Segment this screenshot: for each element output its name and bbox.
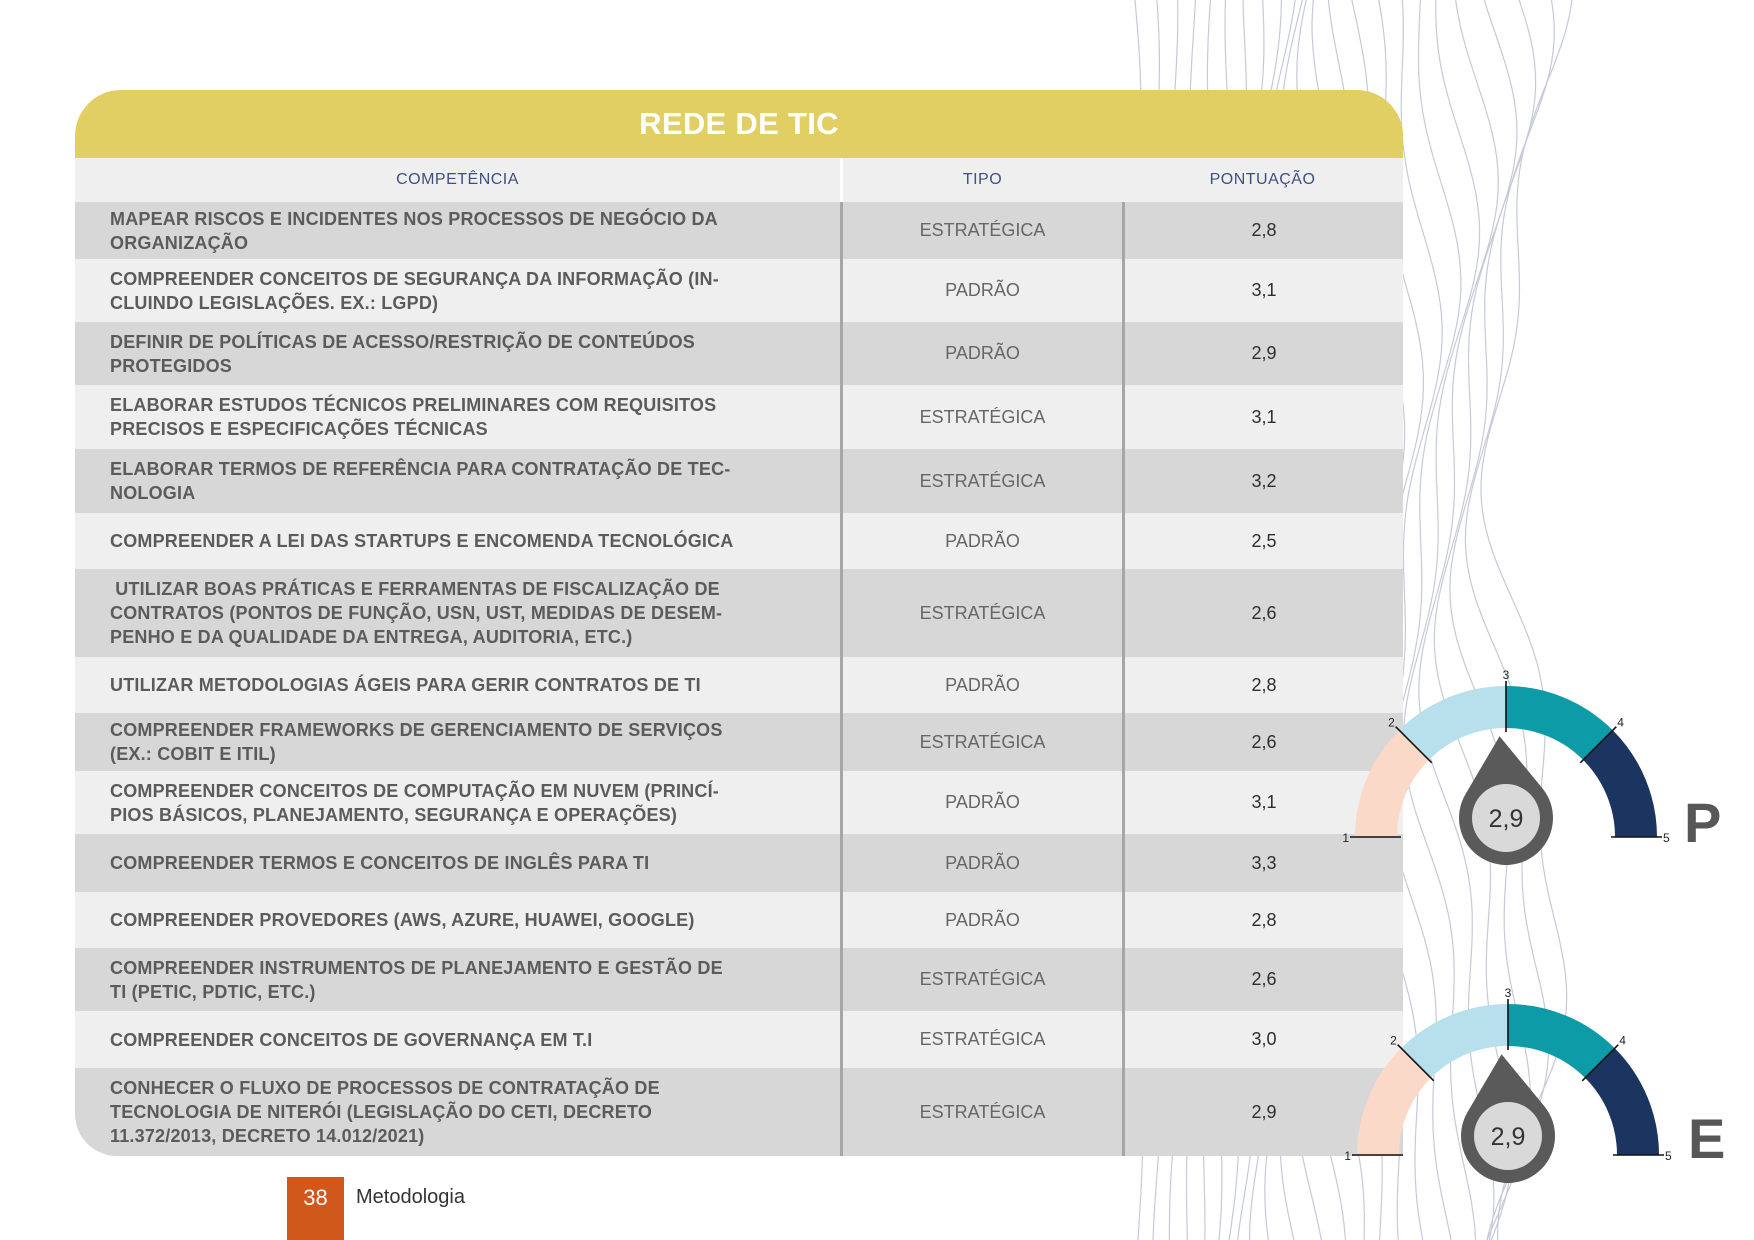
pontuacao-cell: 3,3	[1122, 834, 1403, 892]
tipo-cell: ESTRATÉGICA	[840, 569, 1122, 657]
competencia-cell: CONHECER O FLUXO DE PROCESSOS DE CONTRATAÇÃO DE TECNOLOGIA DE NITERÓI (LEGISLAÇÃO DO CETI, DECRETO 11.372/2013, DECRETO 14.012/2021)	[110, 1078, 660, 1146]
gauge-scale-label: 3	[1502, 668, 1510, 682]
tipo-cell: PADRÃO	[840, 259, 1122, 322]
gauge-scale-label: 2	[1390, 1033, 1397, 1048]
section-label: Metodologia	[356, 1186, 465, 1208]
pontuacao-cell: 3,1	[1122, 385, 1403, 449]
competencia-cell: COMPREENDER CONCEITOS DE GOVERNANÇA EM T.I	[110, 1029, 593, 1050]
competencia-cell: COMPREENDER PROVEDORES (AWS, AZURE, HUAWEI, GOOGLE)	[110, 910, 695, 930]
competencia-cell: COMPREENDER CONCEITOS DE COMPUTAÇÃO EM NUVEM (PRINCÍ- PIOS BÁSICOS, PLANEJAMENTO, SEGURANÇA E OPERAÇÕES)	[110, 780, 719, 825]
gauge-scale-label: 5	[1665, 1149, 1672, 1163]
competencia-cell: UTILIZAR METODOLOGIAS ÁGEIS PARA GERIR CONTRATOS DE TI	[110, 675, 701, 695]
pontuacao-cell: 2,6	[1122, 569, 1403, 657]
gauge-letter: E	[1688, 1107, 1726, 1170]
tipo-cell: ESTRATÉGICA	[840, 948, 1122, 1011]
tipo-cell: ESTRATÉGICA	[840, 202, 1122, 259]
tipo-cell: ESTRATÉGICA	[840, 1068, 1122, 1156]
pontuacao-cell: 2,9	[1122, 1068, 1403, 1156]
pontuacao-cell: 2,8	[1122, 202, 1403, 259]
gauge-scale-label: 1	[1344, 1149, 1351, 1163]
competencia-cell: COMPREENDER FRAMEWORKS DE GERENCIAMENTO DE SERVIÇOS (EX.: COBIT E ITIL)	[110, 720, 723, 764]
gauge-e	[1344, 986, 1725, 1187]
competencia-cell: COMPREENDER INSTRUMENTOS DE PLANEJAMENTO E GESTÃO DE TI (PETIC, PDTIC, ETC.)	[110, 957, 723, 1002]
gauge-scale-label: 5	[1663, 831, 1670, 845]
gauge-value: 2,9	[1488, 805, 1524, 833]
pontuacao-cell: 3,2	[1122, 449, 1403, 513]
pontuacao-cell: 2,8	[1122, 892, 1403, 948]
pontuacao-cell: 3,0	[1122, 1011, 1403, 1068]
competencia-cell: MAPEAR RISCOS E INCIDENTES NOS PROCESSOS DE NEGÓCIO DA ORGANIZAÇÃO	[110, 208, 718, 253]
gauge-scale-label: 4	[1619, 1033, 1626, 1048]
tipo-cell: ESTRATÉGICA	[840, 1011, 1122, 1068]
tipo-cell: ESTRATÉGICA	[840, 449, 1122, 513]
competencia-cell: DEFINIR DE POLÍTICAS DE ACESSO/RESTRIÇÃO DE CONTEÚDOS PROTEGIDOS	[110, 331, 695, 376]
gauge-scale-label: 3	[1504, 986, 1512, 1000]
competencia-cell: COMPREENDER TERMOS E CONCEITOS DE INGLÊS PARA TI	[110, 853, 650, 873]
gauge-scale-label: 1	[1342, 831, 1349, 845]
pontuacao-cell: 2,9	[1122, 322, 1403, 385]
pontuacao-cell: 3,1	[1122, 771, 1403, 834]
pontuacao-cell: 2,5	[1122, 513, 1403, 569]
pontuacao-cell: 2,6	[1122, 948, 1403, 1011]
column-header-competencia: COMPETÊNCIA	[396, 171, 519, 188]
tipo-cell: ESTRATÉGICA	[840, 385, 1122, 449]
competencia-cell: ELABORAR ESTUDOS TÉCNICOS PRELIMINARES COM REQUISITOS PRECISOS E ESPECIFICAÇÕES TÉCNICAS	[110, 395, 717, 439]
pontuacao-cell: 2,8	[1122, 657, 1403, 713]
gauge-scale-label: 2	[1388, 715, 1395, 730]
competencia-cell: UTILIZAR BOAS PRÁTICAS E FERRAMENTAS DE FISCALIZAÇÃO DE CONTRATOS (PONTOS DE FUNÇÃO, USN, UST, MEDIDAS DE DESEM- PENHO E DA QUALIDADE DA ENTREGA, AUDITORIA, ETC.)	[110, 579, 723, 647]
gauge-p	[1342, 668, 1721, 869]
gauge-value: 2,9	[1490, 1123, 1526, 1151]
tipo-cell: PADRÃO	[840, 834, 1122, 892]
tipo-cell: ESTRATÉGICA	[840, 713, 1122, 771]
gauge-letter: P	[1684, 791, 1722, 854]
table-title: REDE DE TIC	[75, 90, 1403, 158]
column-header-tipo: TIPO	[840, 158, 1122, 202]
tipo-cell: PADRÃO	[840, 322, 1122, 385]
pontuacao-cell: 2,6	[1122, 713, 1403, 771]
column-header-pontuacao: PONTUAÇÃO	[1209, 171, 1316, 188]
pontuacao-cell: 3,1	[1122, 259, 1403, 322]
tipo-cell: PADRÃO	[840, 513, 1122, 569]
tipo-cell: PADRÃO	[840, 657, 1122, 713]
tipo-cell: PADRÃO	[840, 771, 1122, 834]
competencia-cell: COMPREENDER CONCEITOS DE SEGURANÇA DA INFORMAÇÃO (IN- CLUINDO LEGISLAÇÕES. EX.: LGPD)	[110, 268, 719, 313]
gauge-scale-label: 4	[1617, 715, 1624, 730]
tipo-cell: PADRÃO	[840, 892, 1122, 948]
competencia-cell: COMPREENDER A LEI DAS STARTUPS E ENCOMENDA TECNOLÓGICA	[110, 531, 734, 551]
competencia-cell: ELABORAR TERMOS DE REFERÊNCIA PARA CONTRATAÇÃO DE TEC- NOLOGIA	[110, 459, 731, 503]
page-number: 38	[303, 1185, 328, 1210]
